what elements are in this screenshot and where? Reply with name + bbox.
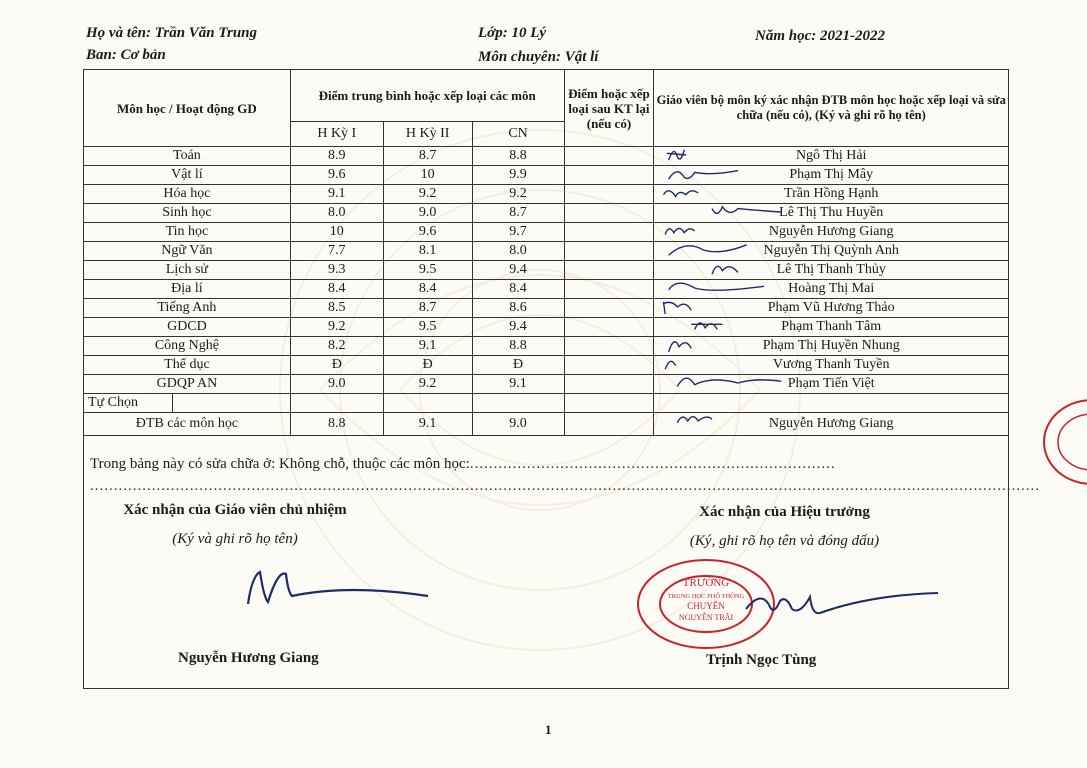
elective-empty-cell	[472, 394, 564, 413]
cn-header: CN	[472, 121, 564, 146]
cn-score-cell: 8.8	[472, 337, 564, 356]
homeroom-name: Nguyễn Hương Giang	[178, 650, 319, 666]
cn-score-cell: 8.0	[472, 242, 564, 261]
table-row	[84, 375, 1009, 394]
average-cn-cell: 9.0	[472, 413, 564, 436]
hk1-score-cell: 9.6	[290, 166, 383, 185]
subject-cell: Lịch sử	[84, 261, 291, 280]
retest-cell	[564, 204, 654, 223]
retest-cell	[564, 223, 654, 242]
table-row	[84, 185, 1009, 204]
teacher-header: Giáo viên bộ môn ký xác nhận ĐTB môn học hoặc xếp loại và sửa chữa (nếu có), (Ký và ghi rõ họ tên)	[654, 70, 1009, 147]
cn-score-cell: 9.4	[472, 318, 564, 337]
cn-score-cell: 8.4	[472, 280, 564, 299]
hk1-score-cell: 8.5	[290, 299, 383, 318]
principal-confirmation	[652, 504, 917, 550]
teacher-name: Nguyễn Hương Giang	[768, 224, 894, 239]
hk2-score-cell: 9.2	[383, 375, 472, 394]
subject-cell: Tin học	[84, 223, 291, 242]
table-row	[84, 204, 1009, 223]
hk1-score-cell: 7.7	[290, 242, 383, 261]
average-teacher-cell	[654, 413, 1009, 436]
major-label: Môn chuyên:	[478, 49, 561, 65]
hk1-score-cell: 9.3	[290, 261, 383, 280]
cn-score-cell: 9.2	[472, 185, 564, 204]
program-value: Cơ bản	[120, 47, 166, 63]
hk2-score-cell: 9.5	[383, 318, 472, 337]
seal-line-2: TRUNG HỌC PHỔ THÔNG	[667, 593, 745, 600]
table-row	[84, 166, 1009, 185]
seal-line-1: TRƯỜNG	[682, 577, 730, 589]
teacher-name: Nguyễn Hương Giang	[768, 416, 894, 431]
table-row	[84, 223, 1009, 242]
cn-score-cell: Đ	[472, 356, 564, 375]
homeroom-title: Xác nhận của Giáo viên chủ nhiệm	[123, 502, 347, 518]
page-number: 1	[545, 722, 552, 737]
teacher-name: Trần Hồng Hạnh	[784, 186, 879, 201]
class-line	[478, 25, 546, 42]
hk2-score-cell: 8.7	[383, 147, 472, 166]
elective-empty-cell	[290, 394, 383, 413]
hk2-score-cell: 9.0	[383, 204, 472, 223]
cn-score-cell: 9.1	[472, 375, 564, 394]
hk2-score-cell: 9.1	[383, 337, 472, 356]
average-retest-cell	[564, 413, 654, 436]
retest-cell	[564, 242, 654, 261]
elective-cell	[84, 394, 291, 413]
retest-cell	[564, 299, 654, 318]
cn-score-cell: 9.7	[472, 223, 564, 242]
student-name-line	[86, 25, 257, 42]
hk1-score-cell: 9.2	[290, 318, 383, 337]
subject-cell: Địa lí	[84, 280, 291, 299]
hk1-score-cell: 8.0	[290, 204, 383, 223]
subject-cell: Sinh học	[84, 204, 291, 223]
hk1-score-cell: Đ	[290, 356, 383, 375]
teacher-signature	[660, 409, 790, 433]
class-label: Lớp:	[478, 25, 508, 41]
table-row	[84, 337, 1009, 356]
student-name: Trần Văn Trung	[154, 25, 258, 41]
retest-cell	[564, 318, 654, 337]
hk1-score-cell: 10	[290, 223, 383, 242]
cn-score-cell: 9.4	[472, 261, 564, 280]
subject-cell: GDCD	[84, 318, 291, 337]
principal-signature	[740, 585, 940, 625]
table-row	[84, 299, 1009, 318]
teacher-name: Nguyễn Thị Quỳnh Anh	[763, 243, 899, 258]
teacher-name: Phạm Vũ Hương Thảo	[767, 300, 895, 315]
retest-cell	[564, 280, 654, 299]
elective-label: Tự Chọn	[84, 394, 173, 412]
homeroom-subtitle: (Ký và ghi rõ họ tên)	[172, 531, 298, 547]
principal-title: Xác nhận của Hiệu trưởng	[699, 504, 870, 520]
retest-cell	[564, 185, 654, 204]
average-label-cell: ĐTB các môn học	[84, 413, 291, 436]
hk1-header: H Kỳ I	[290, 121, 383, 146]
major-line	[478, 49, 598, 66]
retest-cell	[564, 147, 654, 166]
elective-empty-cell	[383, 394, 472, 413]
homeroom-signature	[238, 562, 438, 612]
hk1-score-cell: 8.4	[290, 280, 383, 299]
school-year-line	[755, 28, 885, 45]
table-row	[84, 280, 1009, 299]
table-row	[84, 261, 1009, 280]
table-row	[84, 318, 1009, 337]
teacher-signature	[660, 371, 790, 395]
teacher-name: Lê Thị Thanh Thủy	[776, 262, 886, 277]
hk1-score-cell: 9.0	[290, 375, 383, 394]
hk2-score-cell: Đ	[383, 356, 472, 375]
retest-header: Điểm hoặc xếp loại sau KT lại (nếu có)	[564, 70, 654, 147]
subject-cell: Toán	[84, 147, 291, 166]
subject-cell: GDQP AN	[84, 375, 291, 394]
teacher-name: Vương Thanh Tuyền	[772, 357, 890, 372]
seal-line-3: CHUYÊN	[687, 601, 725, 611]
hk2-score-cell: 9.2	[383, 185, 472, 204]
teacher-name: Lê Thị Thu Huyền	[779, 205, 884, 220]
homeroom-confirmation	[120, 502, 350, 548]
retest-cell	[564, 261, 654, 280]
cn-score-cell: 8.6	[472, 299, 564, 318]
edge-stamp-fragment	[1030, 398, 1087, 488]
cn-score-cell: 8.7	[472, 204, 564, 223]
teacher-name: Phạm Thị Mây	[789, 167, 874, 182]
hk2-score-cell: 8.4	[383, 280, 472, 299]
year-label: Năm học:	[755, 28, 817, 44]
teacher-name: Phạm Thị Huyền Nhung	[762, 338, 900, 353]
hk1-score-cell: 8.2	[290, 337, 383, 356]
grades-table	[83, 69, 1009, 436]
teacher-name: Ngô Thị Hải	[795, 148, 867, 163]
hk1-score-cell: 9.1	[290, 185, 383, 204]
seal-line-4: NGUYỄN TRÃI	[678, 613, 734, 622]
cn-score-cell: 8.8	[472, 147, 564, 166]
correction-note: Trong bảng này có sửa chữa ở: Không chỗ, thuộc các môn học:.............................................................................	[90, 456, 836, 472]
table-row	[84, 147, 1009, 166]
elective-empty-cell	[564, 394, 654, 413]
elective-row	[84, 394, 1009, 413]
hk2-score-cell: 9.5	[383, 261, 472, 280]
average-hk1-cell: 8.8	[290, 413, 383, 436]
average-row	[84, 413, 1009, 436]
retest-cell	[564, 337, 654, 356]
year-value: 2021-2022	[820, 28, 885, 44]
table-row	[84, 242, 1009, 261]
teacher-name: Hoàng Thị Mai	[788, 281, 875, 296]
subject-cell: Tiếng Anh	[84, 299, 291, 318]
average-hk2-cell: 9.1	[383, 413, 472, 436]
program-label: Ban:	[86, 47, 117, 63]
average-group-header: Điểm trung bình hoặc xếp loại các môn	[290, 70, 564, 122]
hk2-score-cell: 8.7	[383, 299, 472, 318]
hk2-header: H Kỳ II	[383, 121, 472, 146]
subject-cell: Ngữ Văn	[84, 242, 291, 261]
subject-cell: Thể dục	[84, 356, 291, 375]
retest-cell	[564, 166, 654, 185]
hk2-score-cell: 9.6	[383, 223, 472, 242]
subject-cell: Vật lí	[84, 166, 291, 185]
class-value: 10 Lý	[511, 25, 547, 41]
cn-score-cell: 9.9	[472, 166, 564, 185]
teacher-name: Phạm Tiến Việt	[787, 376, 875, 391]
hk1-score-cell: 8.9	[290, 147, 383, 166]
hk2-score-cell: 10	[383, 166, 472, 185]
program-line	[86, 47, 166, 64]
subject-cell: Hóa học	[84, 185, 291, 204]
subject-cell: Công Nghệ	[84, 337, 291, 356]
retest-cell	[564, 375, 654, 394]
table-row	[84, 356, 1009, 375]
retest-cell	[564, 356, 654, 375]
principal-subtitle: (Ký, ghi rõ họ tên và đóng dấu)	[689, 533, 880, 549]
student-label: Họ và tên:	[86, 25, 151, 41]
correction-dotted-line: ........................................................................................................................................................................................................	[90, 478, 1040, 494]
subject-header: Môn học / Hoạt động GD	[84, 70, 291, 147]
teacher-name: Phạm Thanh Tâm	[781, 319, 882, 334]
hk2-score-cell: 8.1	[383, 242, 472, 261]
correction-note-text: Trong bảng này có sửa chữa ở: Không chỗ, thuộc các môn học:	[90, 456, 470, 472]
principal-name: Trịnh Ngọc Tùng	[706, 652, 817, 668]
major-value: Vật lí	[564, 49, 599, 65]
teacher-cell	[654, 375, 1009, 394]
